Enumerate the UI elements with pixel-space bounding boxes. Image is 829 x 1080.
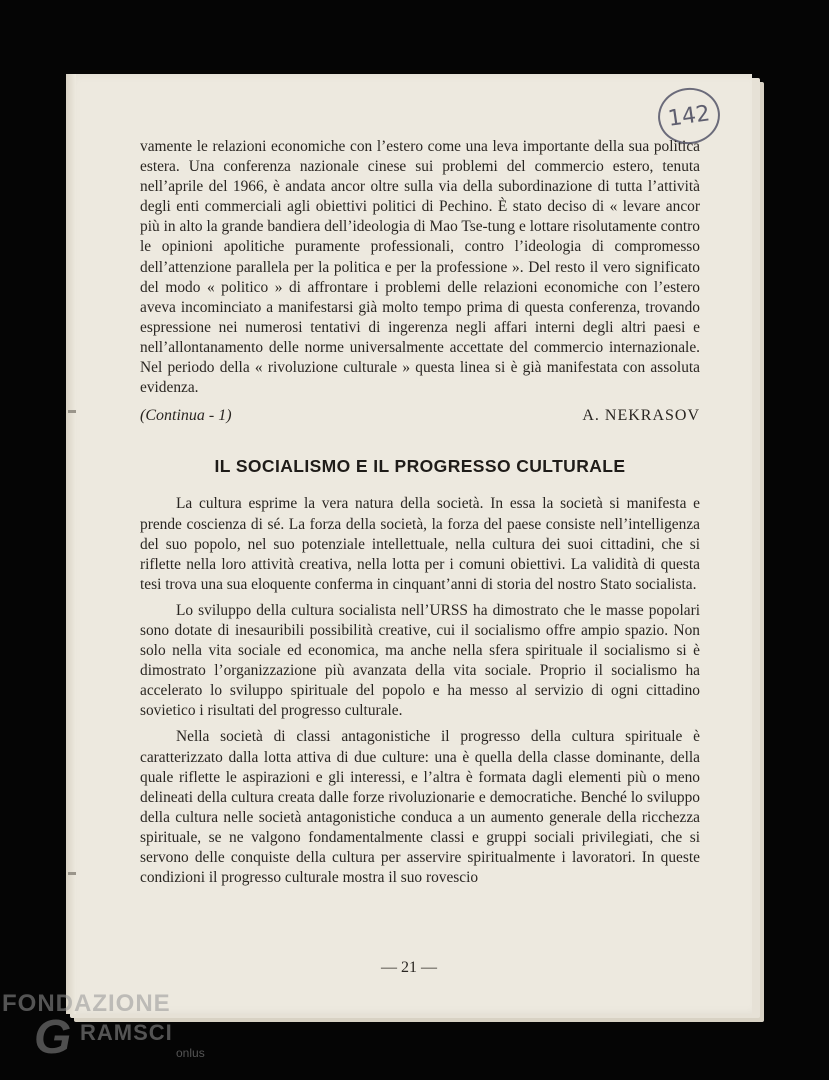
- paragraph: Lo sviluppo della cultura socialista nell’URSS ha dimostrato che le masse popolari sono dotate di inesauribili possibilità creative, cui il socialismo offre ampio spazio. Non solo nella vita sociale ed economica, ma anche nella sfera spirituale il socialismo si è dimostrato l’organizzazione più avanzata della vita sociale. Proprio il socialismo ha accelerato lo sviluppo spirituale del popolo e ha messo al servizio di ogni cittadino sovietico i risultati del progresso culturale.: [140, 601, 700, 720]
- page-folio: — 21 —: [381, 959, 437, 976]
- handwritten-page-number: 142: [654, 84, 723, 148]
- continua-note: (Continua - 1): [140, 407, 232, 425]
- signature-row: [140, 406, 700, 426]
- author-name: A. NEKRASOV: [582, 407, 700, 425]
- staple-mark: [68, 410, 76, 413]
- document-page: [66, 74, 752, 1014]
- paragraph: La cultura esprime la vera natura della società. In essa la società si manifesta e prende coscienza di sé. La forza della società, la forza del paese consiste nell’intelligenza del suo popolo, nel suo potenziale intellettuale, nella cultura dei suoi cittadini, che si riflette nella loro attività creativa, nella lotta per i comuni obiettivi. La validità di questa tesi trova una sua eloquente conferma in cinquant’anni di storia del nostro Stato socialista.: [140, 495, 700, 593]
- paragraph: vamente le relazioni economiche con l’estero come una leva importante della sua politica estera. Una conferenza nazionale cinese sui problemi del commercio estero, tenuta nell’aprile del 1966, è andata ancor oltre sulla via della subordinazione di tutta l’attività degli enti commerciali agli obiettivi politici di Pechino. È stato deciso di « levare ancor più in alto la grande bandiera dell’ideologia di Mao Tse-tung e lottare risolutamente contro le opinioni apolitiche puramente professionali, contro l’ideologia di compromesso dell’attenzione parallela per la politica e per la professione ». Del resto il vero significato del modo « politico » di affrontare i problemi delle relazioni economiche con l’estero aveva incominciato a manifestarsi già molto tempo prima di questa conferenza, trovando espressione nei numerosi tentativi di ingerenza negli affari interni degli altri paesi e nell’allontanamento delle norme universalmente accettate del commercio internazionale. Nel periodo della « rivoluzione culturale » questa linea si è già manifestata con assoluta evidenza.: [140, 138, 700, 397]
- watermark-line1: FONDAZIONE: [2, 990, 171, 1017]
- watermark-line3: onlus: [176, 1046, 205, 1060]
- body-text: [140, 137, 700, 894]
- staple-mark: [68, 872, 76, 875]
- section-title: IL SOCIALISMO E IL PROGRESSO CULTURALE: [214, 456, 626, 477]
- watermark-line2: RAMSCI: [80, 1020, 173, 1045]
- fondazione-gramsci-watermark: [2, 988, 222, 1078]
- paragraph: Nella società di classi antagonistiche il progresso della cultura spirituale è caratterizzato dalla lotta attiva di due culture: una è quella della classe dominante, della quale riflette le aspirazioni e gli interessi, e l’altra è formata dagli elementi più o meno delineati della cultura creata dalle forze rivoluzionarie e democratiche. Benché lo sviluppo della cultura nelle società antagonistiche conduca a un aumento generale della ricchezza spirituale, se ne valgono fondamentalmente classi e gruppi sociali privilegiati, che si servono delle conquiste della cultura per asservire spiritualmente i lavoratori. In queste condizioni il progresso culturale mostra il suo rovescio: [140, 728, 700, 887]
- article-body: [140, 494, 700, 888]
- watermark-g-icon: G: [34, 1011, 72, 1064]
